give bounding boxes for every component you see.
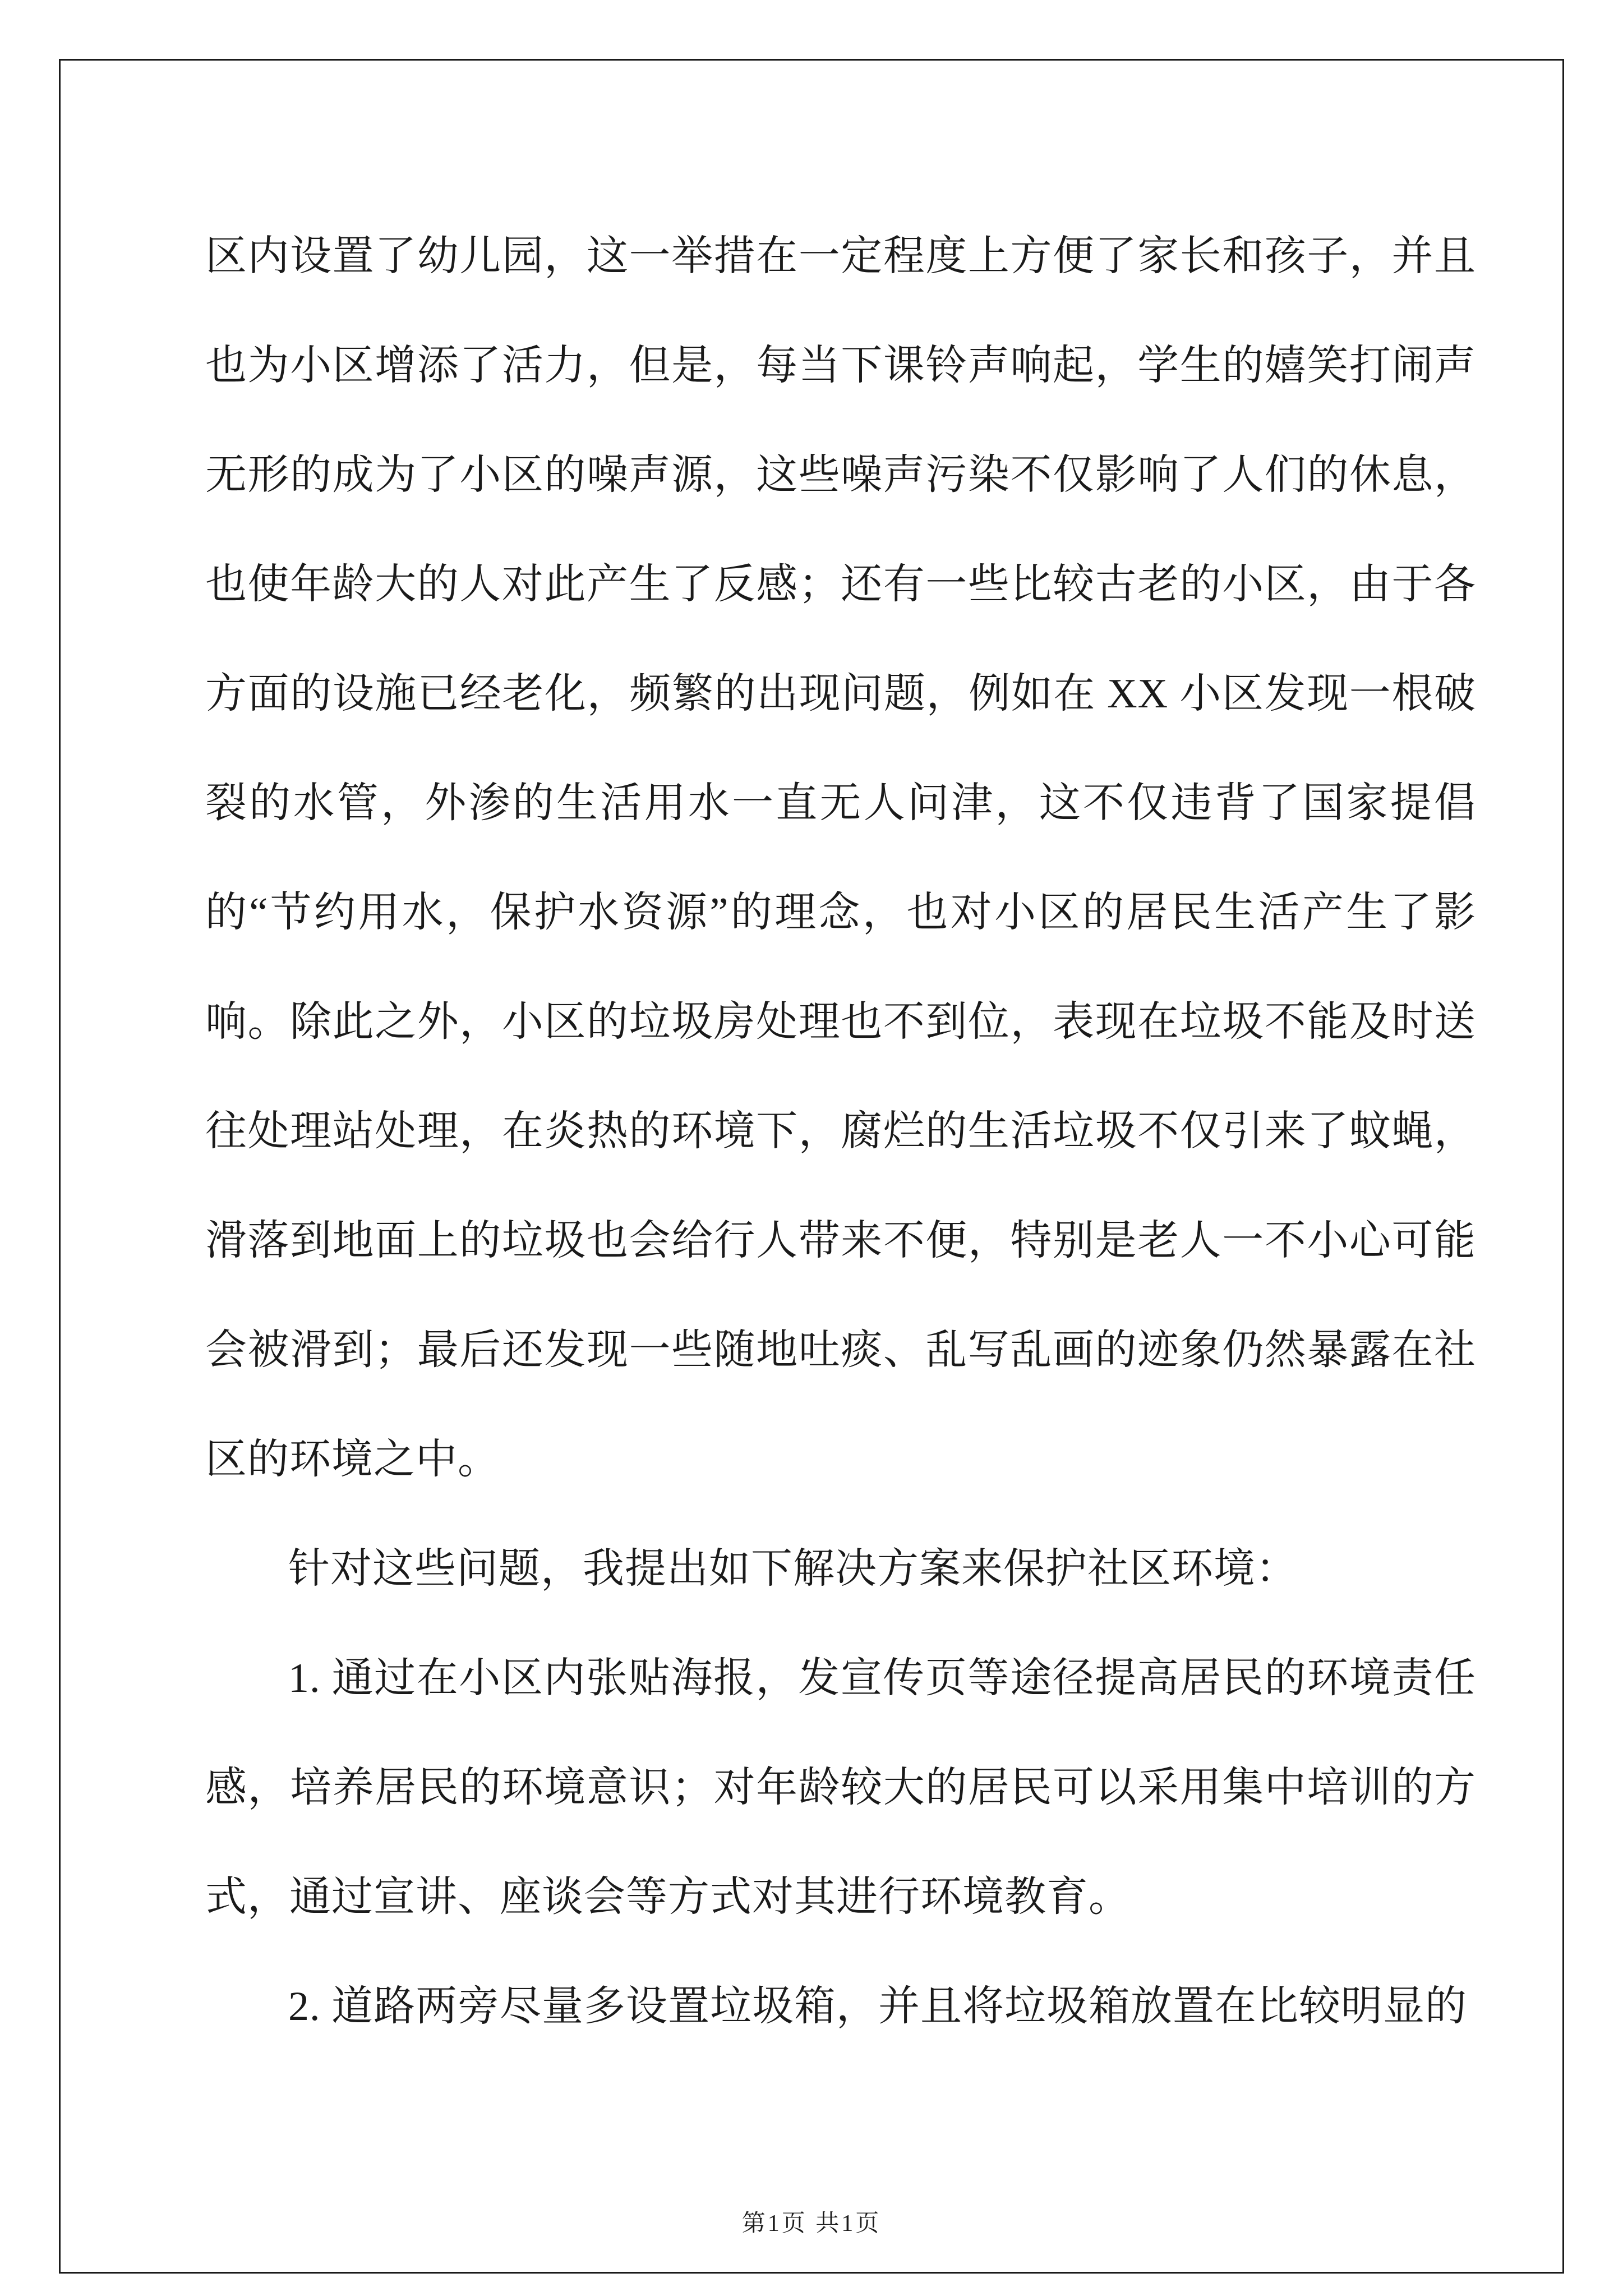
body-paragraph: 区内设置了幼儿园，这一举措在一定程度上方便了家长和孩子，并且也为小区增添了活力，但是，每当下课铃声响起，学生的嬉笑打闹声无形的成为了小区的噪声源，这些噪声污染不仅影响了人们的休息，也使年龄大的人对此产生了反感；还有一些比较古老的小区，由于各方面的设施已经老化，频繁的出现问题，例如在 XX 小区发现一根破裂的水管，外渗的生活用水一直无人问津，这不仅违背了国家提倡的“节约用水，保护水资源”的理念，也对小区的居民生活产生了影响。除此之外，小区的垃圾房处理也不到位，表现在垃圾不能及时送往处理站处理，在炎热的环境下，腐烂的生活垃圾不仅引来了蚊蝇，滑落到地面上的垃圾也会给行人带来不便，特别是老人一不小心可能会被滑到；最后还发现一些随地吐痰、乱写乱画的迹象仍然暴露在社区的环境之中。 (205, 233, 1476, 1483)
body-paragraph: 2. 道路两旁尽量多设置垃圾箱，并且将垃圾箱放置在比较明显的 (288, 1984, 1467, 2030)
body-paragraph: 1. 通过在小区内张贴海报，发宣传页等途径提高居民的环境责任感，培养居民的环境意识；对年龄较大的居民可以采用集中培训的方式，通过宣讲、座谈会等方式对其进行环境教育。 (205, 1655, 1476, 1920)
body-paragraph: 针对这些问题，我提出如下解决方案来保护社区环境： (288, 1546, 1298, 1592)
document-body (205, 202, 1476, 2062)
page-number-footer: 第1页 共1页 (741, 2211, 882, 2237)
